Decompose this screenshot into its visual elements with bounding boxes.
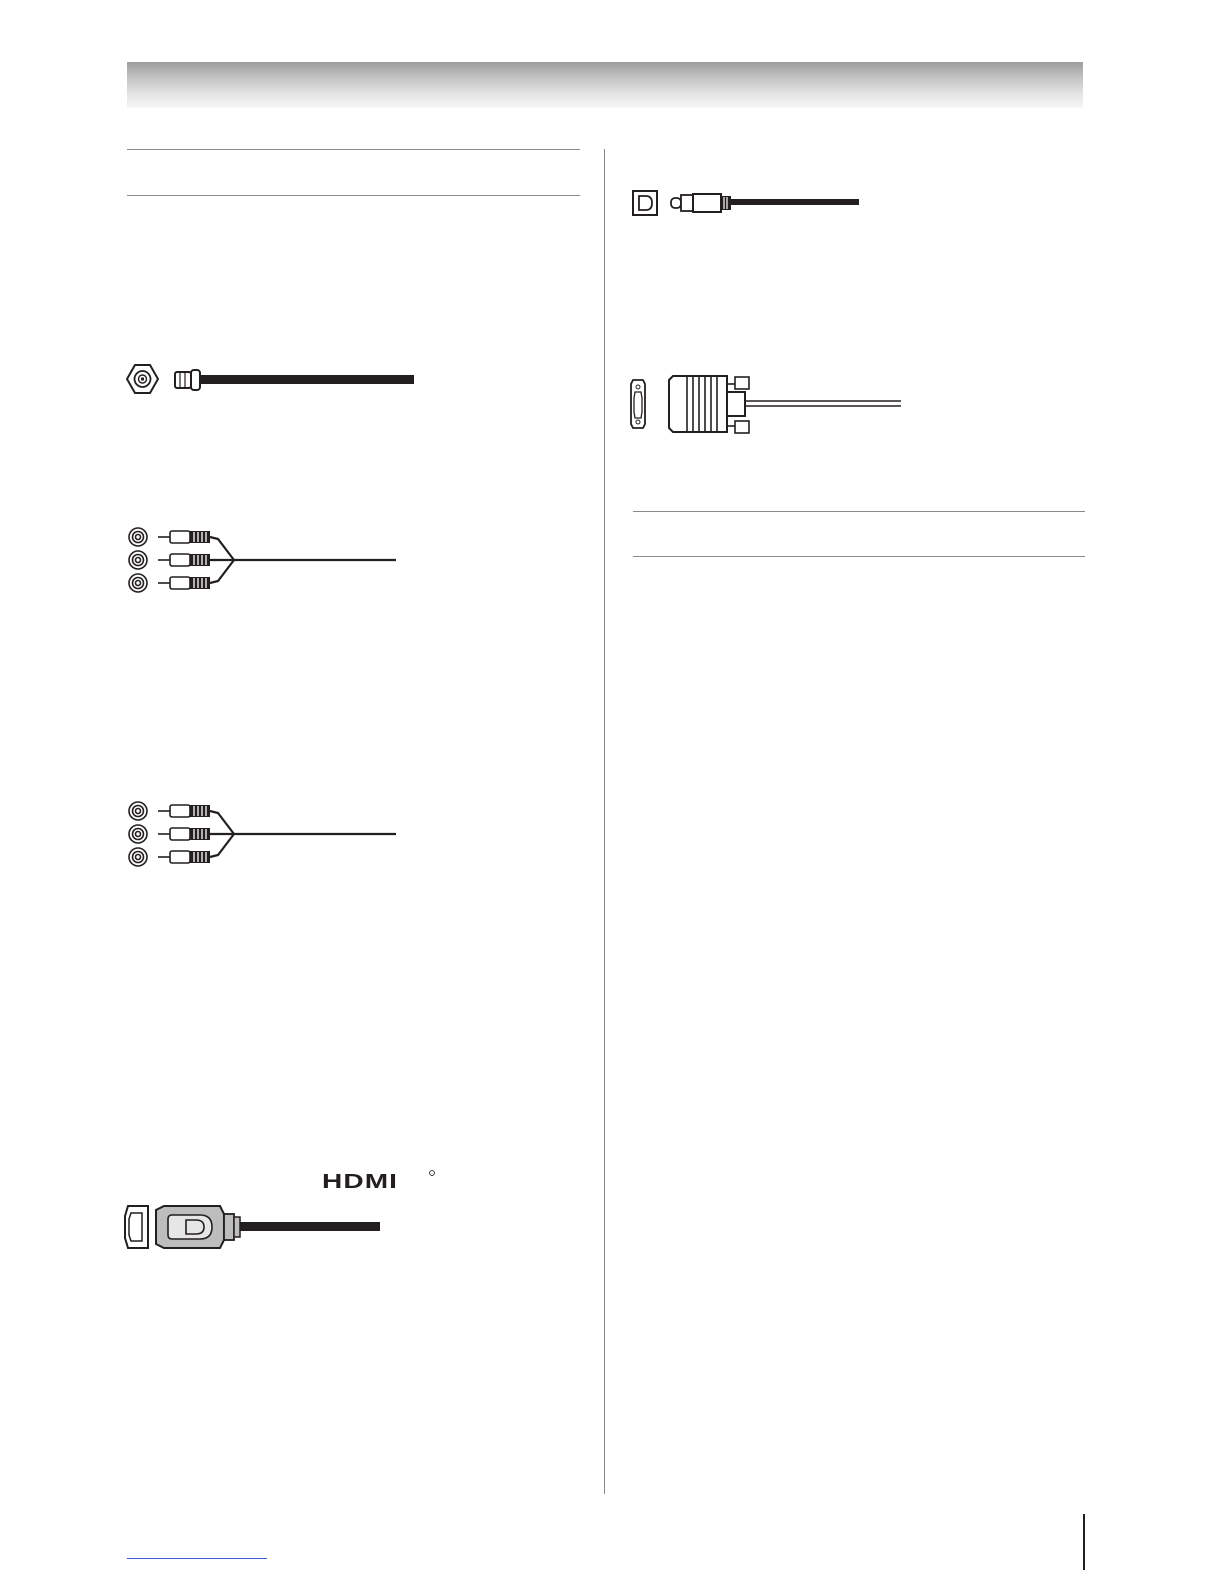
section-rule-bottom-left: [127, 195, 580, 196]
vga-cable-icon: [629, 370, 905, 438]
section-rule-top-left: [127, 149, 580, 150]
hdmi-logo-text: HDMI: [322, 1170, 399, 1191]
hdmi-logo: [322, 1167, 436, 1191]
section-rule-top-right: [633, 511, 1085, 512]
hdmi-cable-icon: [124, 1202, 384, 1252]
page-number-rule: [1083, 1514, 1085, 1570]
footer-link-underline[interactable]: [127, 1558, 267, 1559]
coaxial-cable-icon: [126, 362, 418, 396]
component-video-cable-icon: [126, 801, 398, 867]
section-rule-bottom-right: [633, 556, 1085, 557]
optical-audio-cable-icon: [631, 189, 863, 219]
composite-av-cable-icon: [126, 527, 398, 593]
column-divider: [604, 149, 605, 1494]
page-header-bar: [127, 62, 1083, 108]
